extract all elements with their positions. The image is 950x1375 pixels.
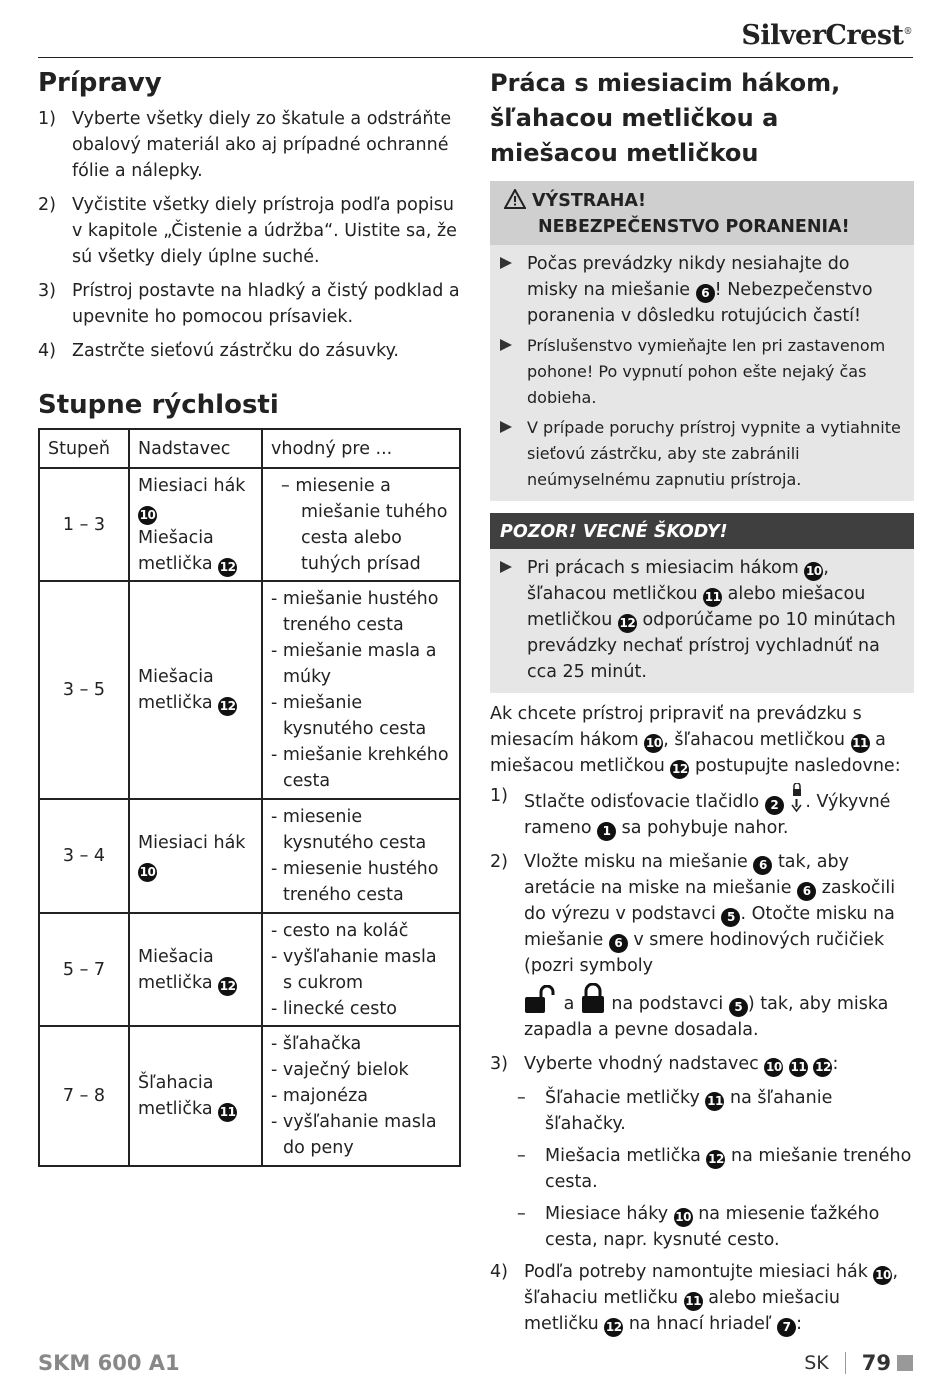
stage-cell: 7 – 8 bbox=[39, 1026, 129, 1166]
bullet-arrow-icon bbox=[500, 561, 512, 573]
caution-header: POZOR! VECNÉ ŠKODY! bbox=[490, 513, 914, 549]
warning-item: Príslušenstvo vymieňajte len pri zastavenom pohone! Po vypnutí pohon ešte nejaký čas dobieha. bbox=[500, 333, 904, 411]
attachment-cell: Miešacia metlička 12 bbox=[129, 913, 262, 1026]
procedure-step: 3) Vyberte vhodný nadstavec 10 11 12: bbox=[490, 1051, 914, 1077]
procedure-step: 4) Podľa potreby namontujte miesiaci hák 10, šľahaciu metličku 11 alebo miešaciu metličku 12 na hnací hriadeľ 7 : bbox=[490, 1259, 914, 1337]
attachment-cell: Miešacia metlička 12 bbox=[129, 581, 262, 799]
prep-step: 4) Zastrčte sieťovú zástrčku do zásuvky. bbox=[38, 341, 399, 361]
right-column bbox=[490, 66, 914, 1345]
procedure-step: 1) Stlačte odisťovacie tlačidlo 2 . Výkyvné rameno 1 sa pohybuje nahor. bbox=[490, 783, 914, 841]
procedure-step: 2) Vložte misku na miešanie 6 tak, aby aretácie na miske na miešanie 6 zaskočili do výrezu v podstavci 5 . Otočte misku na miešanie 6 v smere hodinových ručičiek (pozri symboly a na podstavci 5 ) tak, aby miska zapadla a pevne dosadala. bbox=[490, 852, 896, 1040]
caution-item: Pri prácach s miesiacim hákom 10, šľahacou metličkou 11 alebo miešacou metličkou 12 odporúčame po 10 minútach prevádzky nechať prístroj vychladnúť na cca 25 minút. bbox=[500, 555, 904, 685]
warning-box bbox=[490, 181, 914, 501]
prep-step: 3) Prístroj postavte na hladký a čistý podklad a upevnite ho pomocou prísaviek. bbox=[38, 281, 460, 327]
model-number: SKM 600 A1 bbox=[38, 1351, 180, 1375]
attachment-cell: Šľahacia metlička 11 bbox=[129, 1026, 262, 1166]
use-cell: - miešanie hustého treného cesta - miešanie masla a múky - miešanie kysnutého cesta - miešanie krehkého cesta bbox=[262, 581, 460, 799]
attachment-cell: Miesiaci hák 10 bbox=[129, 799, 262, 913]
unlocked-padlock-icon bbox=[524, 985, 558, 1015]
table-row bbox=[39, 1026, 460, 1166]
table-row bbox=[39, 468, 460, 581]
attachment-option: – Miesiace háky 10 na miesenie ťažkého cesta, napr. kysnuté cesto. bbox=[517, 1204, 880, 1250]
stage-cell: 3 – 5 bbox=[39, 581, 129, 799]
table-header-row bbox=[39, 429, 460, 468]
warning-body bbox=[490, 245, 914, 501]
speed-title: Stupne rýchlosti bbox=[38, 390, 279, 420]
table-row bbox=[39, 799, 460, 913]
language-code: SK bbox=[804, 1352, 829, 1374]
page-number: 79 bbox=[861, 1351, 891, 1375]
col-header-stage: Stupeň bbox=[39, 429, 129, 468]
section-title: Práca s miesiacim hákom, šľahacou metličkou a miešacou metličkou bbox=[490, 69, 841, 167]
unlock-button-icon bbox=[789, 783, 805, 813]
page-marker bbox=[897, 1355, 913, 1371]
bullet-arrow-icon bbox=[500, 339, 512, 351]
prep-step: 2) Vyčistite všetky diely prístroja podľa popisu v kapitole „Čistenie a údržba“. Uistite sa, že sú všetky diely úplne suché. bbox=[38, 195, 457, 267]
procedure-steps bbox=[490, 783, 914, 1077]
stage-cell: 5 – 7 bbox=[39, 913, 129, 1026]
warning-item: Počas prevádzky nikdy nesiahajte do misky na miešanie 6 ! Nebezpečenstvo poranenia v dôsledku rotujúcich častí! bbox=[500, 251, 904, 329]
use-cell: - šľahačka - vaječný bielok - majonéza - vyšľahanie masla do peny bbox=[262, 1026, 460, 1166]
left-column bbox=[38, 66, 461, 1167]
use-cell: – miesenie a miešanie tuhého cesta alebo tuhých prísad bbox=[262, 468, 460, 581]
attachment-option: – Šľahacie metličky 11 na šľahanie šľahačky. bbox=[517, 1088, 833, 1134]
table-row bbox=[39, 913, 460, 1026]
attachment-cell: Miesiaci hák 10 Miešacia metlička 12 bbox=[129, 468, 262, 581]
attachment-option: – Miešacia metlička 12 na miešanie treného cesta. bbox=[517, 1146, 912, 1192]
prep-title: Prípravy bbox=[38, 68, 162, 98]
warning-item: V prípade poruchy prístroj vypnite a vytiahnite sieťovú zástrčku, aby ste zabránili neúmyselnému zapnutiu prístroja. bbox=[500, 415, 904, 493]
table-row bbox=[39, 581, 460, 799]
page-footer bbox=[804, 1351, 913, 1375]
procedure-steps-cont bbox=[490, 1259, 914, 1337]
intro-paragraph: Ak chcete prístroj pripraviť na prevádzku s miesacím hákom 10, šľahacou metličkou 11 a miešacou metličkou 12 postupujte nasledovne: bbox=[490, 701, 914, 779]
footer-divider bbox=[845, 1352, 846, 1374]
warning-header: VÝSTRAHA! NEBEZPEČENSTVO PORANENIA! bbox=[490, 181, 914, 245]
col-header-attachment: Nadstavec bbox=[129, 429, 262, 468]
caution-body bbox=[490, 549, 914, 693]
brand-logo: SilverCrest® bbox=[741, 20, 912, 51]
use-cell: - cesto na koláč - vyšľahanie masla s cukrom - linecké cesto bbox=[262, 913, 460, 1026]
use-cell: - miesenie kysnutého cesta - miesenie hustého treného cesta bbox=[262, 799, 460, 913]
stage-cell: 1 – 3 bbox=[39, 468, 129, 581]
bullet-arrow-icon bbox=[500, 421, 512, 433]
speed-table bbox=[38, 428, 461, 1167]
prep-step: 1) Vyberte všetky diely zo škatule a odstráňte obalový materiál ako aj prípadné ochranné fólie a nálepky. bbox=[38, 109, 452, 181]
prep-steps bbox=[38, 106, 461, 364]
warning-triangle-icon bbox=[504, 189, 526, 209]
bullet-arrow-icon bbox=[500, 257, 512, 269]
stage-cell: 3 – 4 bbox=[39, 799, 129, 913]
header-rule bbox=[38, 57, 913, 58]
col-header-use: vhodný pre ... bbox=[262, 429, 460, 468]
locked-padlock-icon bbox=[580, 983, 606, 1015]
